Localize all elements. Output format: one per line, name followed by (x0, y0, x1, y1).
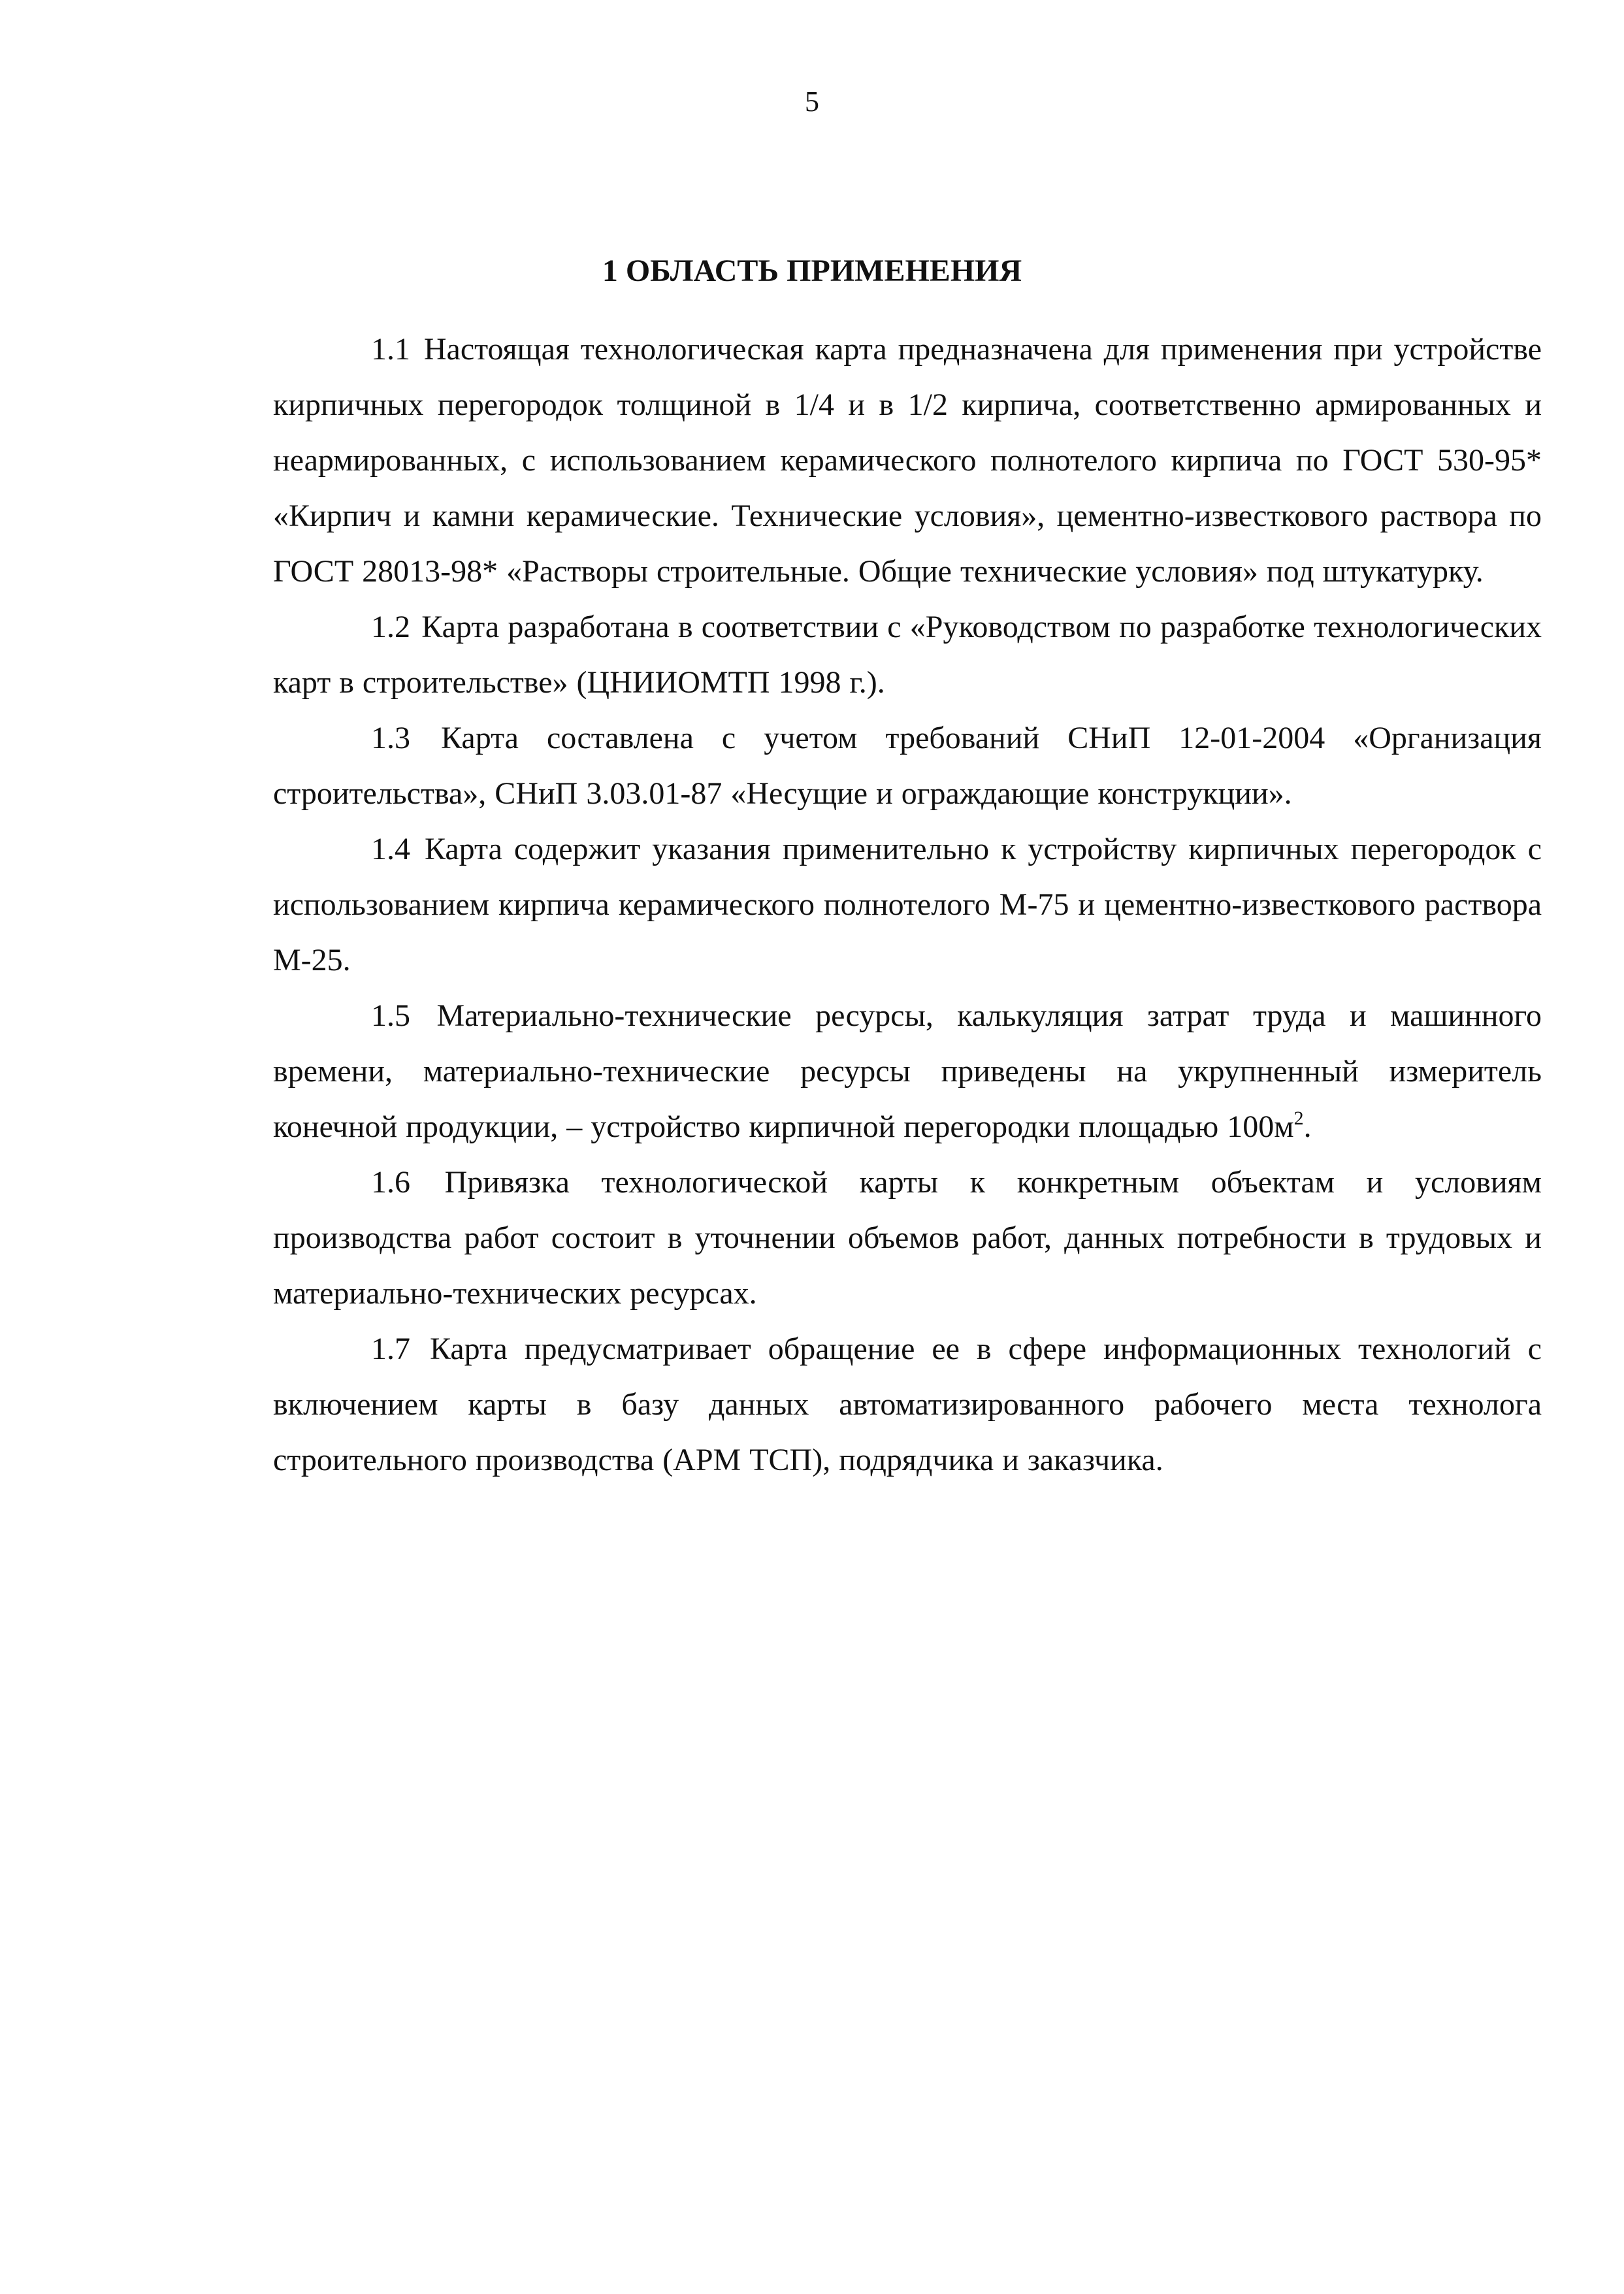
paragraph-1-1 (273, 321, 1542, 599)
paragraph-tail: . (1303, 1109, 1312, 1144)
paragraph-1-6 (273, 1155, 1542, 1321)
paragraph-text: Настоящая технологическая карта предназначена для применения при устройстве кирпичных перегородок толщиной в 1/4 и в 1/2 кирпича, соответственно армированных и неармированных, с использованием керамического полнотелого кирпича по ГОСТ 530-95* «Кирпич и камни керамические. Технические условия», цементно-известкового раствора по ГОСТ 28013-98* «Растворы строительные. Общие технические условия» под штукатурку. (273, 332, 1542, 589)
paragraph-number: 1.2 (371, 610, 410, 644)
paragraph-number: 1.5 (371, 998, 410, 1033)
page-number: 5 (805, 86, 819, 118)
paragraph-1-7 (273, 1321, 1542, 1488)
paragraph-number: 1.4 (371, 832, 410, 866)
paragraph-text: Карта составлена с учетом требований СНиП 12-01-2004 «Организация строительства», СНиП 3.03.01-87 «Несущие и ограждающие конструкции». (273, 721, 1542, 811)
paragraph-1-2 (273, 599, 1542, 710)
paragraph-number: 1.3 (371, 721, 410, 755)
paragraph-text: Материально-технические ресурсы, калькуляция затрат труда и машинного времени, материально-технические ресурсы приведены на укрупненный измеритель конечной продукции, – устройство кирпичной перегородки площадью 100м (273, 998, 1542, 1144)
section-title: 1 ОБЛАСТЬ ПРИМЕНЕНИЯ (602, 254, 1022, 288)
document-body (273, 321, 1542, 1488)
paragraph-text: Карта содержит указания применительно к устройству кирпичных перегородок с использованием кирпича керамического полнотелого М-75 и цементно-известкового раствора М-25. (273, 832, 1542, 977)
superscript-exponent: 2 (1293, 1107, 1304, 1129)
paragraph-number: 1.7 (371, 1332, 410, 1366)
paragraph-1-5 (273, 988, 1542, 1155)
paragraph-text: Карта предусматривает обращение ее в сфере информационных технологий с включением карты в базу данных автоматизированного рабочего места технолога строительного производства (АРМ ТСП), подрядчика и заказчика. (273, 1332, 1542, 1477)
paragraph-number: 1.6 (371, 1165, 410, 1200)
paragraph-text: Карта разработана в соответствии с «Руководством по разработке технологических карт в строительстве» (ЦНИИОМТП 1998 г.). (273, 610, 1542, 700)
paragraph-number: 1.1 (371, 332, 410, 367)
paragraph-1-4 (273, 821, 1542, 988)
paragraph-1-3 (273, 710, 1542, 821)
paragraph-text: Привязка технологической карты к конкретным объектам и условиям производства работ состоит в уточнении объемов работ, данных потребности в трудовых и материально-технических ресурсах. (273, 1165, 1542, 1311)
